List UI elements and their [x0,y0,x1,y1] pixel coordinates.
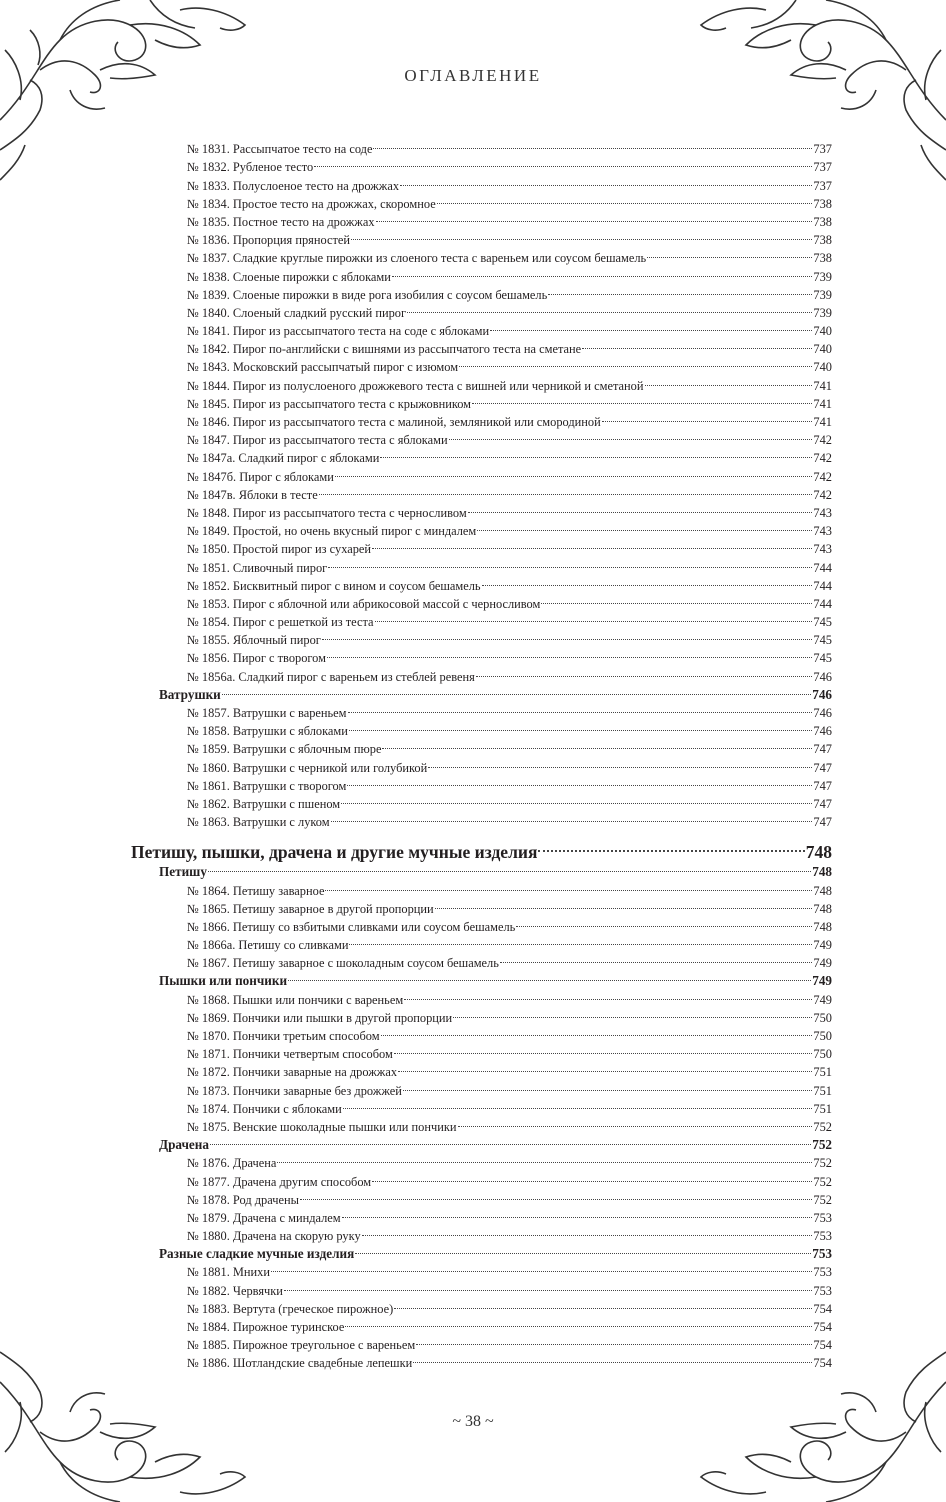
toc-entry-label: № 1886. Шотландские свадебные лепешки [187,1356,413,1371]
toc-entry-label: № 1851. Сливочный пирог [187,560,328,575]
toc-entry[interactable] [187,717,832,739]
toc-entry-label: № 1861. Ватрушки с творогом [187,778,347,793]
toc-entry-label: № 1860. Ватрушки с черникой или голубикой [187,760,428,775]
toc-section-label: Драчена [159,1137,209,1153]
toc-entry[interactable] [187,135,832,157]
dot-leader [208,858,811,876]
dot-leader [382,735,812,753]
toc-entry[interactable] [187,590,832,611]
toc-entry[interactable] [187,790,832,811]
toc-entry-page: 742 [813,487,832,502]
toc-entry-page: 753 [813,1210,832,1225]
toc-entry[interactable] [187,1095,832,1116]
toc-entry-label: № 1839. Слоеные пирожки в виде рога изобилия с соусом бешамель [187,287,548,302]
toc-entry-label: № 1884. Пирожное туринское [187,1320,345,1334]
toc-entry-label: № 1845. Пирог из рассыпчатого теста с крыжовником [187,396,472,411]
toc-entry[interactable] [187,1222,832,1244]
toc-entry[interactable] [187,444,832,466]
toc-entry-label: № 1849. Простой, но очень вкусный пирог с миндалем [187,524,477,539]
toc-entry-label: № 1848. Пирог из рассыпчатого теста с черносливом [187,505,467,520]
toc-entry-page: 743 [813,524,832,539]
dot-leader [602,408,813,426]
dot-leader [476,662,813,680]
toc-entry[interactable] [187,244,832,266]
toc-entry-label: № 1855. Яблочный пирог [187,633,321,648]
toc-entry-page: 740 [813,324,832,339]
toc-entry-page: 737 [813,160,832,175]
toc-entry-label: № 1863. Ватрушки с луком [187,815,330,830]
toc-entry[interactable] [187,895,832,916]
toc-entry-page: 739 [813,269,832,284]
toc-entry-label: № 1850. Простой пирог из сухарей [187,542,372,557]
toc-entry[interactable] [187,1022,832,1043]
toc-entry-page: 737 [813,142,832,157]
toc-entry-page: 741 [813,378,832,393]
dot-leader [341,790,812,808]
toc-entry-page: 738 [813,196,832,211]
toc-entry-page: 743 [813,505,832,520]
toc-chapter-page: 748 [805,842,832,863]
dot-leader [210,1131,811,1149]
toc-entry[interactable] [187,226,832,248]
toc-entry-page: 746 [813,669,832,684]
toc-entry[interactable] [187,1113,832,1134]
toc-entry-label: № 1842. Пирог по-английски с вишнями из рассыпчатого теста на сметане [187,342,582,357]
toc-entry-label: № 1847б. Пирог с яблоками [187,469,334,484]
toc-entry-label: № 1881. Мнихи [187,1265,271,1280]
dot-leader [548,281,812,299]
toc-entry[interactable] [187,1186,832,1207]
dot-leader [322,626,813,644]
toc-section-petishu[interactable] [159,858,832,880]
toc-entry[interactable] [187,535,832,557]
dot-leader [582,335,812,353]
toc-entry-page: 753 [813,1283,832,1298]
dot-leader [372,535,812,553]
toc-entry-label: № 1878. Род драчены [187,1192,299,1207]
dot-leader [375,608,813,626]
toc-entry-label: № 1847а. Сладкий пирог с яблоками [187,451,380,466]
dot-leader [645,371,813,389]
toc-entry-page: 751 [813,1065,832,1080]
toc-section-page: 746 [812,686,832,702]
toc-entry-page: 744 [813,560,832,575]
dot-leader [404,985,812,1003]
toc-section-page: 752 [812,1137,832,1153]
toc-section-drachena[interactable] [159,1131,832,1153]
dot-leader [284,1276,812,1294]
toc-entry[interactable] [187,462,832,484]
dot-leader [355,1240,811,1258]
dot-leader [372,1167,812,1185]
toc-entry-page: 744 [813,596,832,611]
toc-entry[interactable] [187,190,832,211]
toc-entry-label: № 1841. Пирог из рассыпчатого теста на соде с яблоками [187,324,490,339]
toc-entry-page: 738 [813,251,832,266]
toc-entry-label: № 1858. Ватрушки с яблоками [187,724,348,739]
dot-leader [380,444,812,462]
toc-entry[interactable] [187,262,832,284]
toc-entry[interactable] [187,481,832,502]
toc-entry[interactable] [187,949,832,971]
dot-leader [458,1113,813,1131]
toc-entry[interactable] [187,1331,832,1353]
toc-entry-label: № 1874. Пончики с яблоками [187,1101,342,1116]
dot-leader [538,834,804,858]
dot-leader [351,226,812,244]
toc-entry[interactable] [187,553,832,575]
toc-entry[interactable] [187,644,832,666]
toc-entry-page: 745 [813,633,832,648]
toc-entry-page: 739 [813,305,832,320]
toc-entry[interactable] [187,1149,832,1171]
dot-leader [342,1204,813,1222]
toc-entry[interactable] [187,1167,832,1189]
dot-leader [314,153,812,171]
toc-entry-label: № 1857. Ватрушки с вареньем [187,706,347,720]
toc-entry[interactable] [187,985,832,1007]
toc-entry-page: 751 [813,1083,832,1098]
dot-leader [325,876,812,894]
toc-entry-label: № 1866. Петишу со взбитыми сливками или соусом бешамель [187,919,516,934]
dot-leader [343,1095,813,1113]
toc-entry-page: 747 [813,796,832,811]
toc-entry[interactable] [187,1204,832,1225]
dot-leader [345,1313,812,1331]
toc-entry-page: 746 [813,706,832,720]
dot-leader [271,1258,812,1276]
toc-entry[interactable] [187,390,832,411]
toc-entry[interactable] [187,1004,832,1025]
toc-section-label: Разные сладкие мучные изделия [159,1246,355,1262]
dot-leader [407,299,812,317]
toc-entry-page: 745 [813,651,832,666]
toc-entry-page: 745 [813,615,832,630]
toc-entry-page: 740 [813,342,832,357]
dot-leader [392,262,813,280]
toc-entry-page: 747 [813,778,832,793]
dot-leader [541,590,812,608]
toc-entry-page: 752 [813,1119,832,1134]
page-title: ОГЛАВЛЕНИЕ [404,66,542,85]
toc-entry-page: 752 [813,1174,832,1189]
dot-leader [362,1222,813,1240]
toc-section-pyshki[interactable] [159,967,832,989]
toc-entry[interactable] [187,208,832,229]
toc-entry-page: 747 [813,760,832,775]
dot-leader [472,390,812,408]
dot-leader [222,681,811,699]
toc-entry-page: 749 [813,992,832,1007]
dot-leader [449,426,813,444]
dot-leader [468,499,813,517]
toc-entry-label: № 1879. Драчена с миндалем [187,1210,341,1225]
toc-entry-label: № 1872. Пончики заварные на дрожжах [187,1065,398,1080]
toc-entry[interactable] [187,171,832,193]
toc-entry[interactable] [187,608,832,630]
toc-entry-page: 750 [813,1010,832,1025]
toc-entry-page: 749 [813,938,832,953]
toc-entry[interactable] [187,662,832,684]
toc-chapter-label: Петишу, пышки, драчена и другие мучные изделия [131,842,538,863]
toc-entry[interactable] [187,931,832,953]
toc-entry[interactable] [187,1349,832,1371]
toc-entry-label: № 1856а. Сладкий пирог с вареньем из стеблей ревеня [187,669,475,684]
toc-entry[interactable] [187,772,832,793]
dot-leader [288,967,811,985]
toc-entry-label: № 1833. Полуслоеное тесто на дрожжах [187,178,400,193]
toc-entry-page: 746 [813,724,832,739]
toc-entry-label: № 1832. Рубленое тесто [187,160,314,175]
toc-entry-label: № 1859. Ватрушки с яблочным пюре [187,742,382,757]
page-number: ~ 38 ~ [452,1413,494,1430]
toc-section-vatrushki[interactable] [159,681,832,702]
toc-entry-label: № 1852. Бисквитный пирог с вином и соусом бешамель [187,578,481,593]
toc-entry-page: 737 [813,178,832,193]
toc-entry-page: 742 [813,433,832,448]
dot-leader [331,808,813,826]
toc-entry-label: № 1835. Постное тесто на дрожжах [187,214,375,229]
toc-entry[interactable] [187,735,832,757]
toc-entry-label: № 1875. Венские шоколадные пышки или пончики [187,1119,457,1134]
toc-entry-page: 744 [813,578,832,593]
toc-entry[interactable] [187,153,832,175]
dot-leader [277,1149,812,1167]
dot-leader [400,171,812,189]
dot-leader [647,244,812,262]
toc-entry-label: № 1885. Пирожное треугольное с вареньем [187,1338,416,1353]
toc-chapter[interactable] [131,834,832,863]
toc-entry-page: 754 [813,1320,832,1334]
toc-entry-label: № 1834. Простое тесто на дрожжах, скоромное [187,196,436,211]
dot-leader [327,644,812,662]
toc-entry[interactable] [187,1313,832,1334]
dot-leader [300,1186,812,1204]
toc-entry[interactable] [187,1276,832,1298]
toc-entry[interactable] [187,408,832,429]
toc-entry-label: № 1836. Пропорция пряностей [187,233,351,248]
dot-leader [403,1076,813,1094]
table-of-contents [0,135,946,1371]
toc-entry-label: № 1847. Пирог из рассыпчатого теста с яблоками [187,433,448,448]
toc-entry-label: № 1843. Московский рассыпчатый пирог с изюмом [187,360,459,375]
toc-entry-label: № 1873. Пончики заварные без дрожжей [187,1083,402,1098]
dot-leader [413,1349,812,1367]
toc-entry-label: № 1831. Рассыпчатое тесто на соде [187,142,373,157]
toc-entry-label: № 1838. Слоеные пирожки с яблоками [187,269,391,284]
dot-leader [328,553,812,571]
toc-entry[interactable] [187,371,832,393]
dot-leader [381,1022,813,1040]
toc-entry[interactable] [187,426,832,448]
toc-section-page: 749 [812,973,832,989]
toc-entry[interactable] [187,913,832,934]
toc-entry-page: 743 [813,542,832,557]
dot-leader [435,895,813,913]
toc-section-raznye[interactable] [159,1240,832,1262]
toc-entry-page: 741 [813,396,832,411]
dot-leader [490,317,812,335]
toc-entry-page: 748 [813,901,832,916]
toc-entry-page: 742 [813,469,832,484]
toc-entry-label: № 1882. Червячки [187,1283,283,1298]
dot-leader [394,1040,813,1058]
toc-entry[interactable] [187,317,832,339]
dot-leader [347,772,812,790]
toc-entry-page: 749 [813,956,832,971]
dot-leader [376,208,813,226]
toc-entry-page: 738 [813,214,832,229]
toc-entry-label: № 1870. Пончики третьим способом [187,1029,380,1043]
toc-entry-label: № 1837. Сладкие круглые пирожки из слоеного теста с вареньем или соусом бешамель [187,251,647,266]
toc-entry[interactable] [187,1076,832,1098]
toc-entry-label: № 1880. Драчена на скорую руку [187,1229,361,1244]
dot-leader [459,353,812,371]
toc-entry-page: 740 [813,360,832,375]
toc-entry[interactable] [187,499,832,520]
toc-entry-page: 747 [813,815,832,830]
toc-entry-label: № 1856. Пирог с творогом [187,651,326,666]
toc-entry-page: 754 [813,1356,832,1371]
toc-entry[interactable] [187,517,832,539]
toc-entry[interactable] [187,299,832,320]
toc-entry[interactable] [187,626,832,648]
dot-leader [477,517,812,535]
dot-leader [348,699,813,717]
dot-leader [335,462,813,480]
toc-entry-label: № 1868. Пышки или пончики с вареньем [187,992,404,1007]
dot-leader [482,572,813,590]
toc-entry[interactable] [187,808,832,830]
dot-leader [428,753,812,771]
toc-entry-page: 754 [813,1338,832,1353]
toc-entry-page: 752 [813,1192,832,1207]
toc-entry-label: № 1877. Драчена другим способом [187,1174,372,1189]
dot-leader [319,481,813,499]
toc-entry[interactable] [187,1058,832,1080]
toc-entry[interactable] [187,1258,832,1280]
dot-leader [453,1004,812,1022]
toc-entry-label: № 1854. Пирог с решеткой из теста [187,615,374,630]
dot-leader [516,913,812,931]
dot-leader [437,190,813,208]
toc-entry-page: 741 [813,415,832,429]
toc-entry-page: 754 [813,1301,832,1316]
toc-entry-label: № 1853. Пирог с яблочной или абрикосовой массой с черносливом [187,596,541,611]
dot-leader [349,931,812,949]
toc-entry-label: № 1871. Пончики четвертым способом [187,1047,393,1062]
toc-entry-page: 748 [813,883,832,898]
toc-entry-label: № 1867. Петишу заварное с шоколадным соусом бешамель [187,956,499,971]
dot-leader [416,1331,812,1349]
toc-entry-page: 747 [813,742,832,757]
toc-entry[interactable] [187,1040,832,1062]
toc-entry-page: 742 [813,451,832,466]
toc-entry[interactable] [187,876,832,898]
toc-entry-label: № 1844. Пирог из полуслоеного дрожжевого теста с вишней или черникой и сметаной [187,378,644,393]
toc-entry-page: 752 [813,1156,832,1171]
toc-entry-label: № 1865. Петишу заварное в другой пропорции [187,901,434,916]
toc-entry-label: № 1869. Пончики или пышки в другой пропорции [187,1010,453,1025]
dot-leader [373,135,812,153]
toc-entry-page: 748 [813,919,832,934]
toc-entry-page: 738 [813,233,832,248]
toc-entry-label: № 1846. Пирог из рассыпчатого теста с малиной, земляникой или смородиной [187,415,601,429]
toc-entry-page: 753 [813,1265,832,1280]
dot-leader [394,1295,812,1313]
toc-entry-page: 739 [813,287,832,302]
toc-entry-page: 750 [813,1047,832,1062]
toc-entry-label: № 1864. Петишу заварное [187,883,325,898]
toc-entry[interactable] [187,335,832,357]
toc-entry-label: № 1862. Ватрушки с пшеном [187,796,341,811]
toc-section-label: Петишу [159,864,207,880]
toc-entry[interactable] [187,281,832,302]
toc-entry-page: 751 [813,1101,832,1116]
toc-section-page: 748 [812,864,832,880]
dot-leader [398,1058,812,1076]
toc-entry[interactable] [187,753,832,775]
toc-entry-label: № 1876. Драчена [187,1156,277,1171]
toc-entry[interactable] [187,353,832,375]
toc-entry[interactable] [187,1295,832,1316]
toc-entry[interactable] [187,699,832,720]
toc-section-page: 753 [812,1246,832,1262]
toc-entry-label: № 1883. Вертута (греческое пирожное) [187,1301,394,1316]
toc-entry-page: 753 [813,1229,832,1244]
toc-entry-label: № 1847в. Яблоки в тесте [187,487,318,502]
dot-leader [500,949,813,967]
toc-section-label: Пышки или пончики [159,973,288,989]
toc-entry-page: 750 [813,1029,832,1043]
toc-entry[interactable] [187,572,832,593]
dot-leader [349,717,813,735]
toc-section-label: Ватрушки [159,686,221,702]
toc-entry-label: № 1866а. Петишу со сливками [187,938,349,953]
toc-entry-label: № 1840. Слоеный сладкий русский пирог [187,305,407,320]
